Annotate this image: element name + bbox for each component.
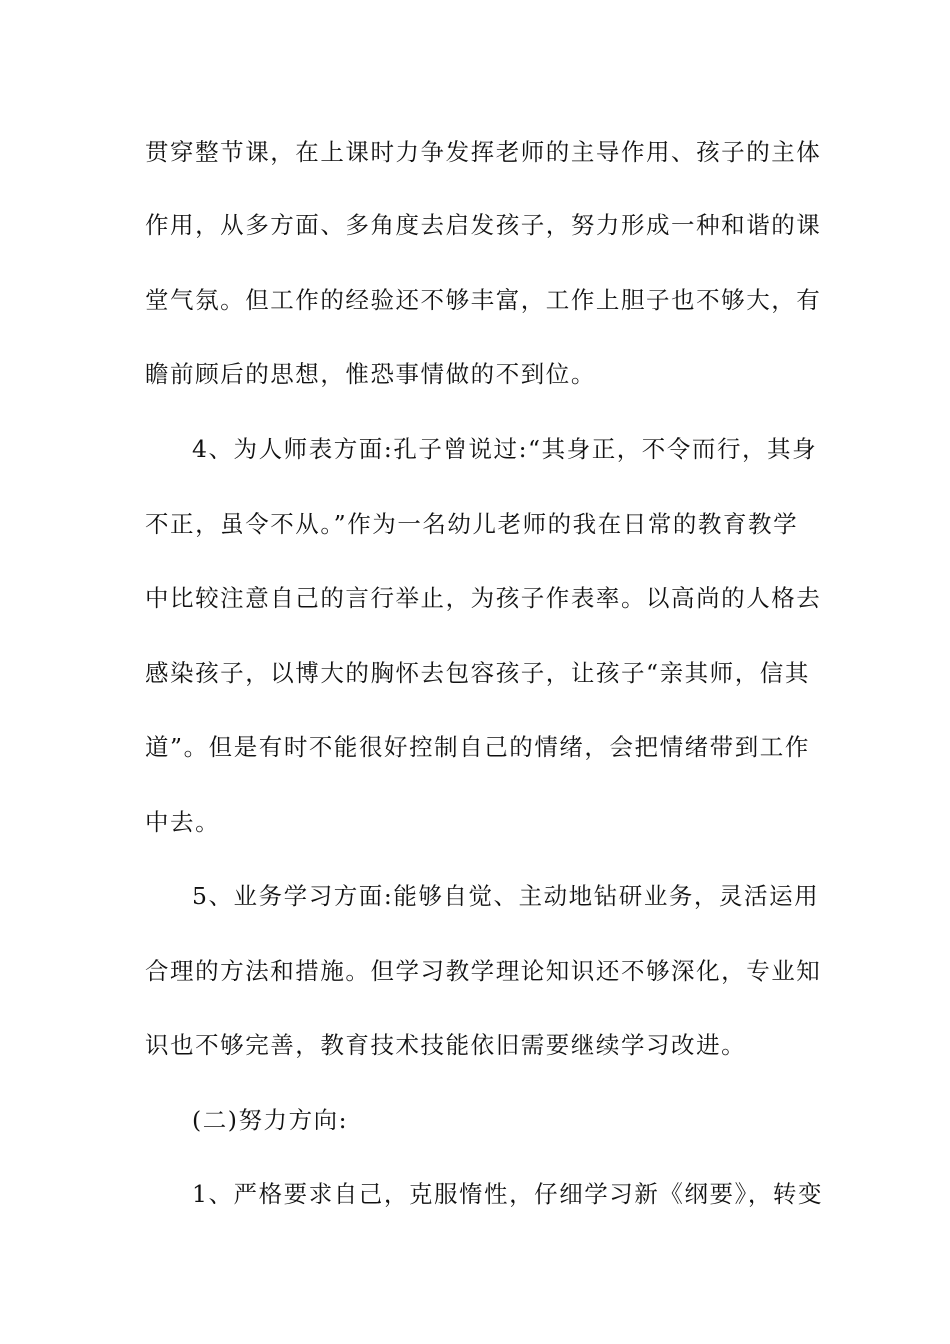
- section-heading: (二)努力方向:: [192, 1106, 349, 1134]
- paragraph-line: 感染孩子，以博大的胸怀去包容孩子，让孩子“亲其师，信其: [145, 659, 810, 687]
- paragraph-line: 道”。但是有时不能很好控制自己的情绪，会把情绪带到工作: [145, 733, 810, 761]
- paragraph-line: 瞻前顾后的思想，惟恐事情做的不到位。: [145, 360, 596, 388]
- paragraph-line: 堂气氛。但工作的经验还不够丰富，工作上胆子也不够大，有: [145, 286, 822, 314]
- paragraph-line: 合理的方法和措施。但学习教学理论知识还不够深化，专业知: [145, 957, 822, 985]
- paragraph-line-indented: 1、严格要求自己，克服惰性，仔细学习新《纲要》，转变: [192, 1180, 824, 1208]
- paragraph-line: 作用，从多方面、多角度去启发孩子，努力形成一种和谐的课: [145, 211, 822, 239]
- paragraph-line: 贯穿整节课，在上课时力争发挥老师的主导作用、孩子的主体: [145, 138, 822, 166]
- paragraph-line: 识也不够完善，教育技术技能依旧需要继续学习改进。: [145, 1031, 747, 1059]
- paragraph-line-indented: 4、为人师表方面:孔子曾说过:“其身正，不令而行，其身: [192, 435, 818, 463]
- paragraph-line-indented: 5、业务学习方面:能够自觉、主动地钻研业务，灵活运用: [192, 882, 820, 910]
- paragraph-line: 不正，虽令不从。”作为一名幼儿老师的我在日常的教育教学: [145, 510, 799, 538]
- paragraph-line: 中比较注意自己的言行举止，为孩子作表率。以高尚的人格去: [145, 584, 822, 612]
- paragraph-line: 中去。: [145, 808, 221, 836]
